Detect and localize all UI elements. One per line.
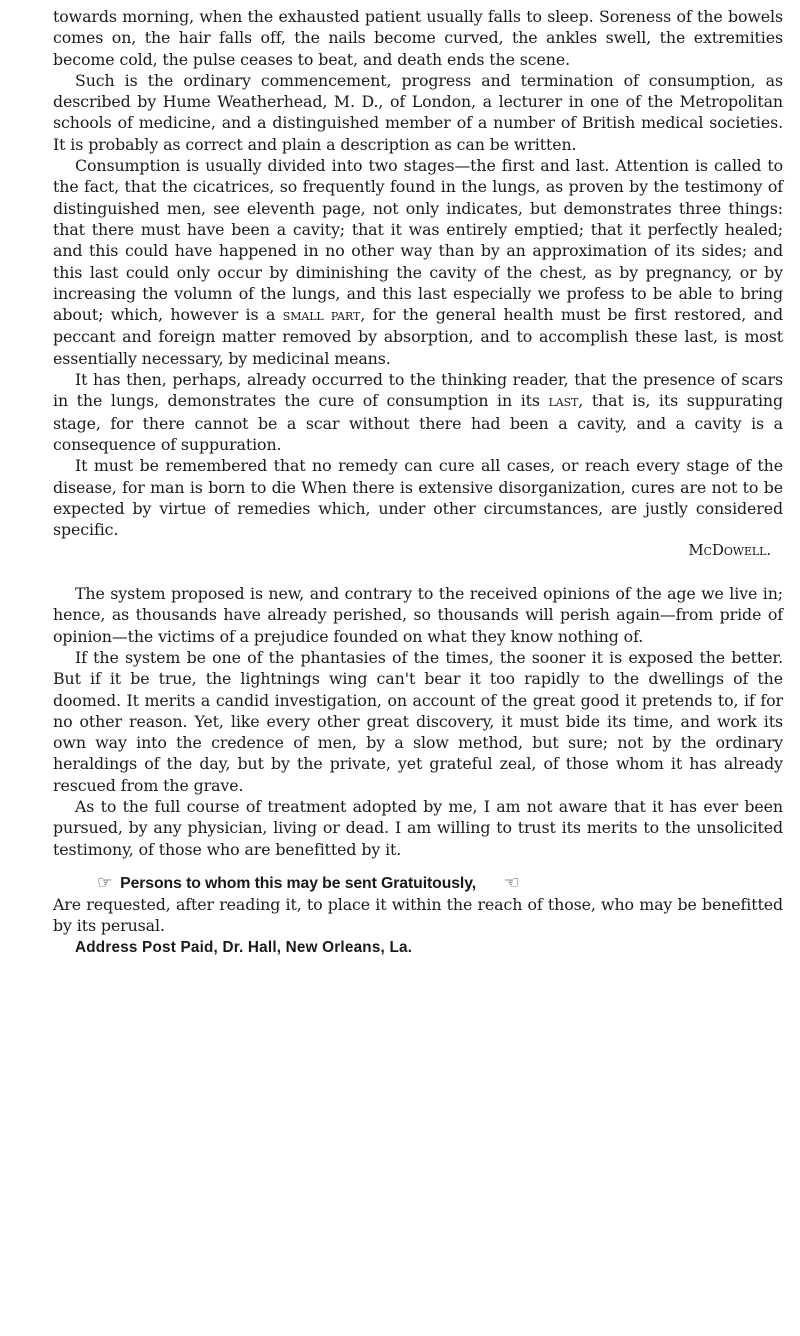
last-emphasis: last — [548, 392, 579, 411]
paragraph-consumption-stages-part-b: , for the general health must be first restored, and peccant and foreign matter removed by absorption, and to accomplish these last, is most essentially necessary, by medicinal means. — [53, 305, 783, 368]
paragraph-weatherhead-description: Such is the ordinary commencement, progress and termination of consumption, as described by Hume Weatherhead, M. D., of London, a lecturer in one of the Metropolitan schools of medicine, and a distinguished member of a number of British medical societies. It is probably as correct and plain a description as can be written. — [53, 70, 783, 154]
section-gap — [53, 562, 783, 583]
notice-heading-line — [53, 872, 783, 894]
paragraph-full-course: As to the full course of treatment adopted by me, I am not aware that it has ever been pursued, by any physician, living or dead. I am willing to trust its merits to the unsolicited testimony, of those who are benefitted by it. — [53, 796, 783, 859]
small-part-emphasis: small part — [282, 306, 361, 325]
pointing-hand-left-icon: ☜ — [504, 872, 520, 893]
signature-mcdowell: McDowell. — [688, 541, 771, 560]
notice-body: Are requested, after reading it, to place it within the reach of those, who may be benefitted by its perusal. — [53, 895, 783, 936]
section-gap — [53, 860, 783, 872]
notice-address: Address Post Paid, Dr. Hall, New Orleans, La. — [75, 938, 413, 956]
paragraph-scars-part-b: , that is, its suppurating stage, for there cannot be a scar without there had been a cavity, and a cavity is a consequence of suppuration. — [53, 391, 783, 454]
notice-heading: Persons to whom this may be sent Gratuitously, — [120, 874, 477, 892]
paragraph-continuation: towards morning, when the exhausted patient usually falls to sleep. Soreness of the bowels comes on, the hair falls off, the nails become curved, the ankles swell, the extremities become cold, the pulse ceases to beat, and death ends the scene. — [53, 7, 783, 69]
paragraph-consumption-stages-part-a: Consumption is usually divided into two stages—the first and last. Attention is called to the fact, that the cicatrices, so frequently found in the lungs, as proven by the testimony of distinguished men, see eleventh page, not only indicates, but demonstrates three things: that there must have been a cavity; that it was entirely emptied; that it perfectly healed; and this could have happened in no other way than by an approximation of its sides; and this last could only occur by diminishing the cavity of the chest, as by pregnancy, or by increasing the volumn of the lungs, and this last especially we profess to be able to bring about; which, however is a — [53, 156, 783, 325]
pointing-hand-right-icon: ☞ — [97, 872, 113, 893]
paragraph-scars-part-a: It has then, perhaps, already occurred to the thinking reader, that the presence of scars in the lungs, demonstrates the cure of consumption in its — [53, 370, 783, 411]
paragraph-consumption-stages — [53, 155, 783, 369]
paragraph-no-remedy-cures-all: It must be remembered that no remedy can cure all cases, or reach every stage of the disease, for man is born to die When there is extensive disorganization, cures are not to be expected by virtue of remedies which, under other circumstances, are justly considered specific. — [53, 456, 783, 540]
paragraph-scars-in-lungs — [53, 369, 783, 455]
paragraph-system-proposed: The system proposed is new, and contrary to the received opinions of the age we live in; hence, as thousands have already perished, so thousands will perish again—from pride of opinion—the victims of a prejudice founded on what they know nothing of. — [53, 584, 783, 646]
signature-line — [53, 540, 783, 561]
document-text — [53, 6, 783, 958]
paragraph-phantasies: If the system be one of the phantasies of the times, the sooner it is exposed the better. But if it be true, the lightnings wing can't bear it too rapidly to the dwellings of the doomed. It merits a candid investigation, on account of the great good it pretends to, if for no other reason. Yet, like every other great discovery, it must bide its time, and work its own way into the credence of men, by a slow method, but sure; not by the ordinary heraldings of the day, but by the private, yet grateful zeal, of those whom it has already rescued from the grave. — [53, 647, 783, 795]
